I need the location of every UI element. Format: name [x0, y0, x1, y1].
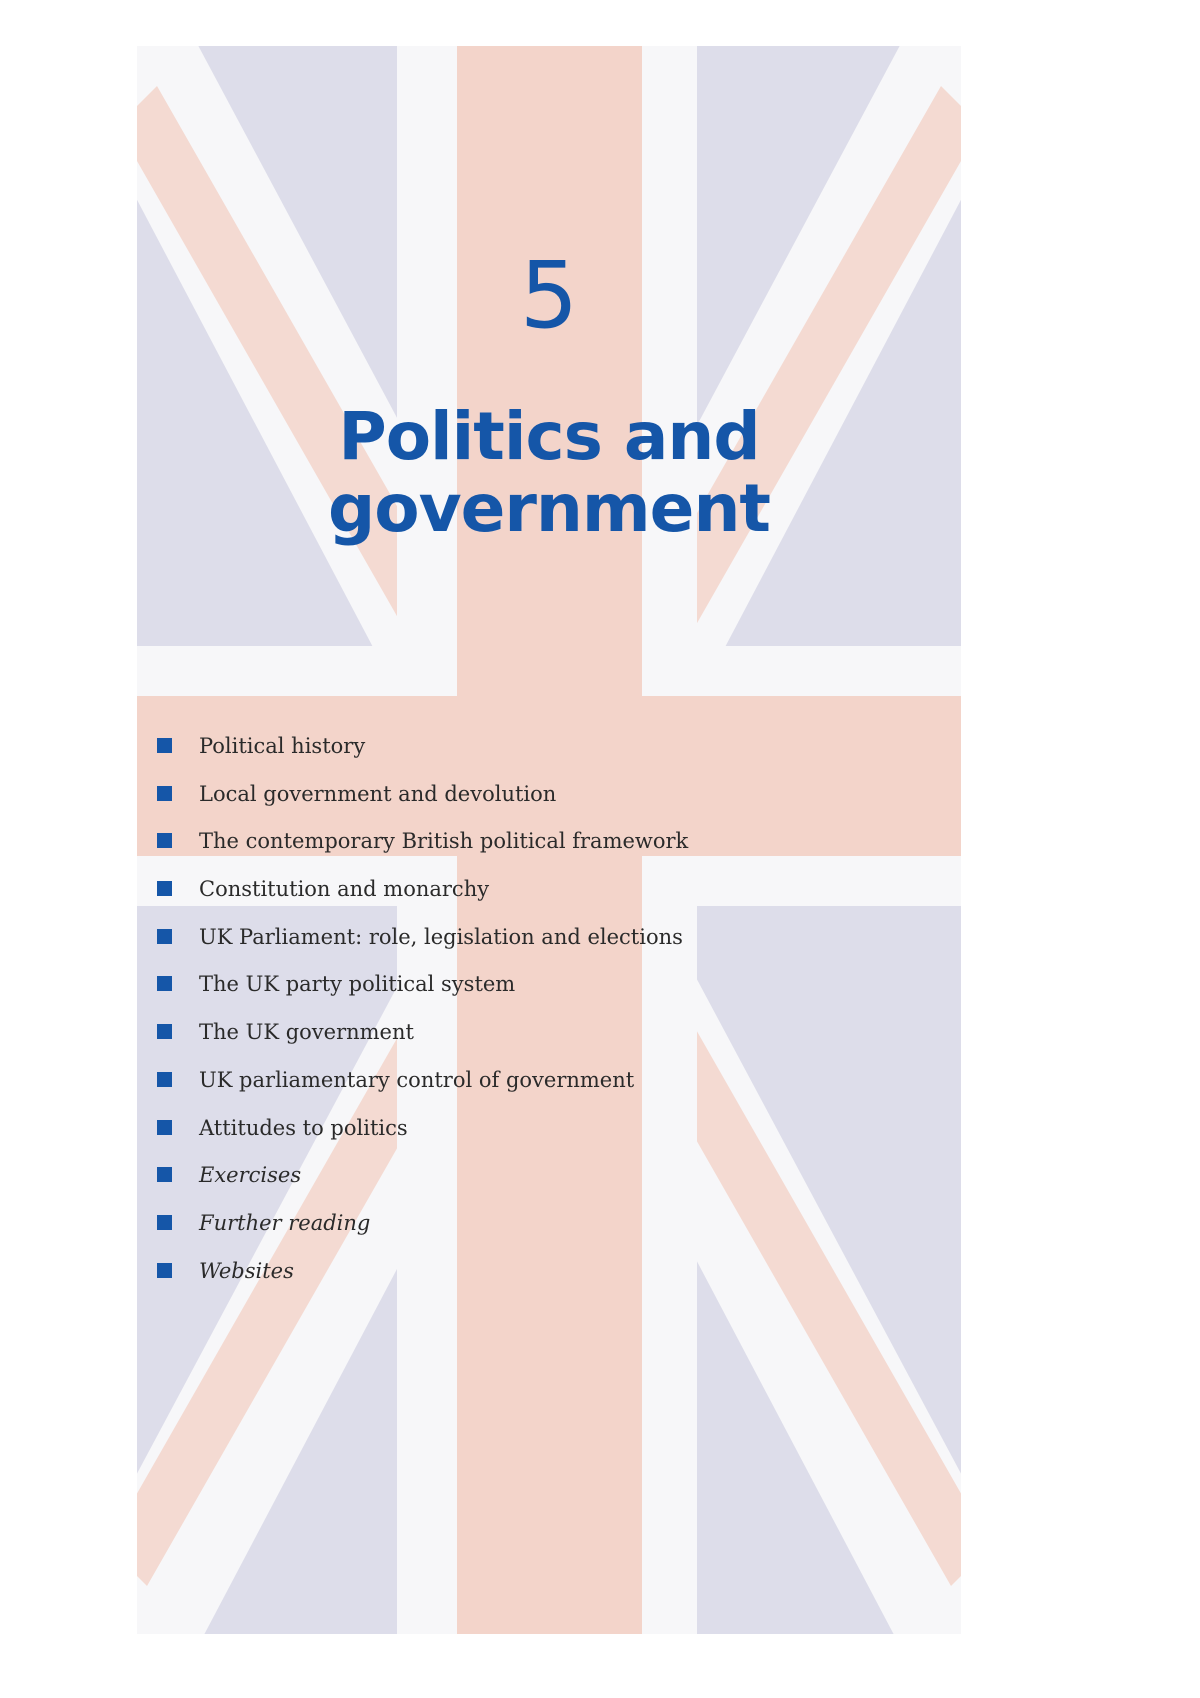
square-bullet-icon [157, 1024, 172, 1039]
list-item-label: Exercises [199, 1163, 302, 1188]
chapter-title-line-2: government [328, 470, 770, 547]
list-item [157, 1114, 688, 1162]
square-bullet-icon [157, 929, 172, 944]
list-item [157, 875, 688, 923]
chapter-title-line-1: Politics and [338, 398, 760, 475]
chapter-cover-panel [137, 46, 961, 1634]
list-item [157, 1209, 688, 1257]
square-bullet-icon [157, 1263, 172, 1278]
list-item-label: The UK government [199, 1020, 414, 1045]
list-item [157, 1257, 688, 1305]
list-item [157, 732, 688, 780]
square-bullet-icon [157, 786, 172, 801]
list-item [157, 923, 688, 971]
list-item [157, 1018, 688, 1066]
square-bullet-icon [157, 1120, 172, 1135]
chapter-title [137, 398, 961, 547]
list-item-label: Further reading [199, 1210, 371, 1235]
list-item-label: Websites [199, 1258, 294, 1283]
square-bullet-icon [157, 833, 172, 848]
square-bullet-icon [157, 976, 172, 991]
list-item [157, 1066, 688, 1114]
list-item-label: The UK party political system [199, 972, 516, 997]
list-item-label: UK Parliament: role, legislation and elections [199, 924, 683, 949]
list-item [157, 1161, 688, 1209]
list-item [157, 780, 688, 828]
list-item [157, 970, 688, 1018]
list-item [157, 827, 688, 875]
list-item-label: Constitution and monarchy [199, 877, 490, 902]
chapter-number: 5 [519, 242, 579, 349]
list-item-label: The contemporary British political framework [199, 829, 689, 854]
chapter-contents-list [157, 732, 688, 1304]
square-bullet-icon [157, 1167, 172, 1182]
list-item-label: Political history [199, 734, 366, 758]
list-item-label: UK parliamentary control of government [199, 1067, 635, 1092]
square-bullet-icon [157, 1215, 172, 1230]
list-item-label: Attitudes to politics [199, 1115, 408, 1140]
square-bullet-icon [157, 738, 172, 753]
square-bullet-icon [157, 881, 172, 896]
square-bullet-icon [157, 1072, 172, 1087]
list-item-label: Local government and devolution [199, 781, 557, 806]
